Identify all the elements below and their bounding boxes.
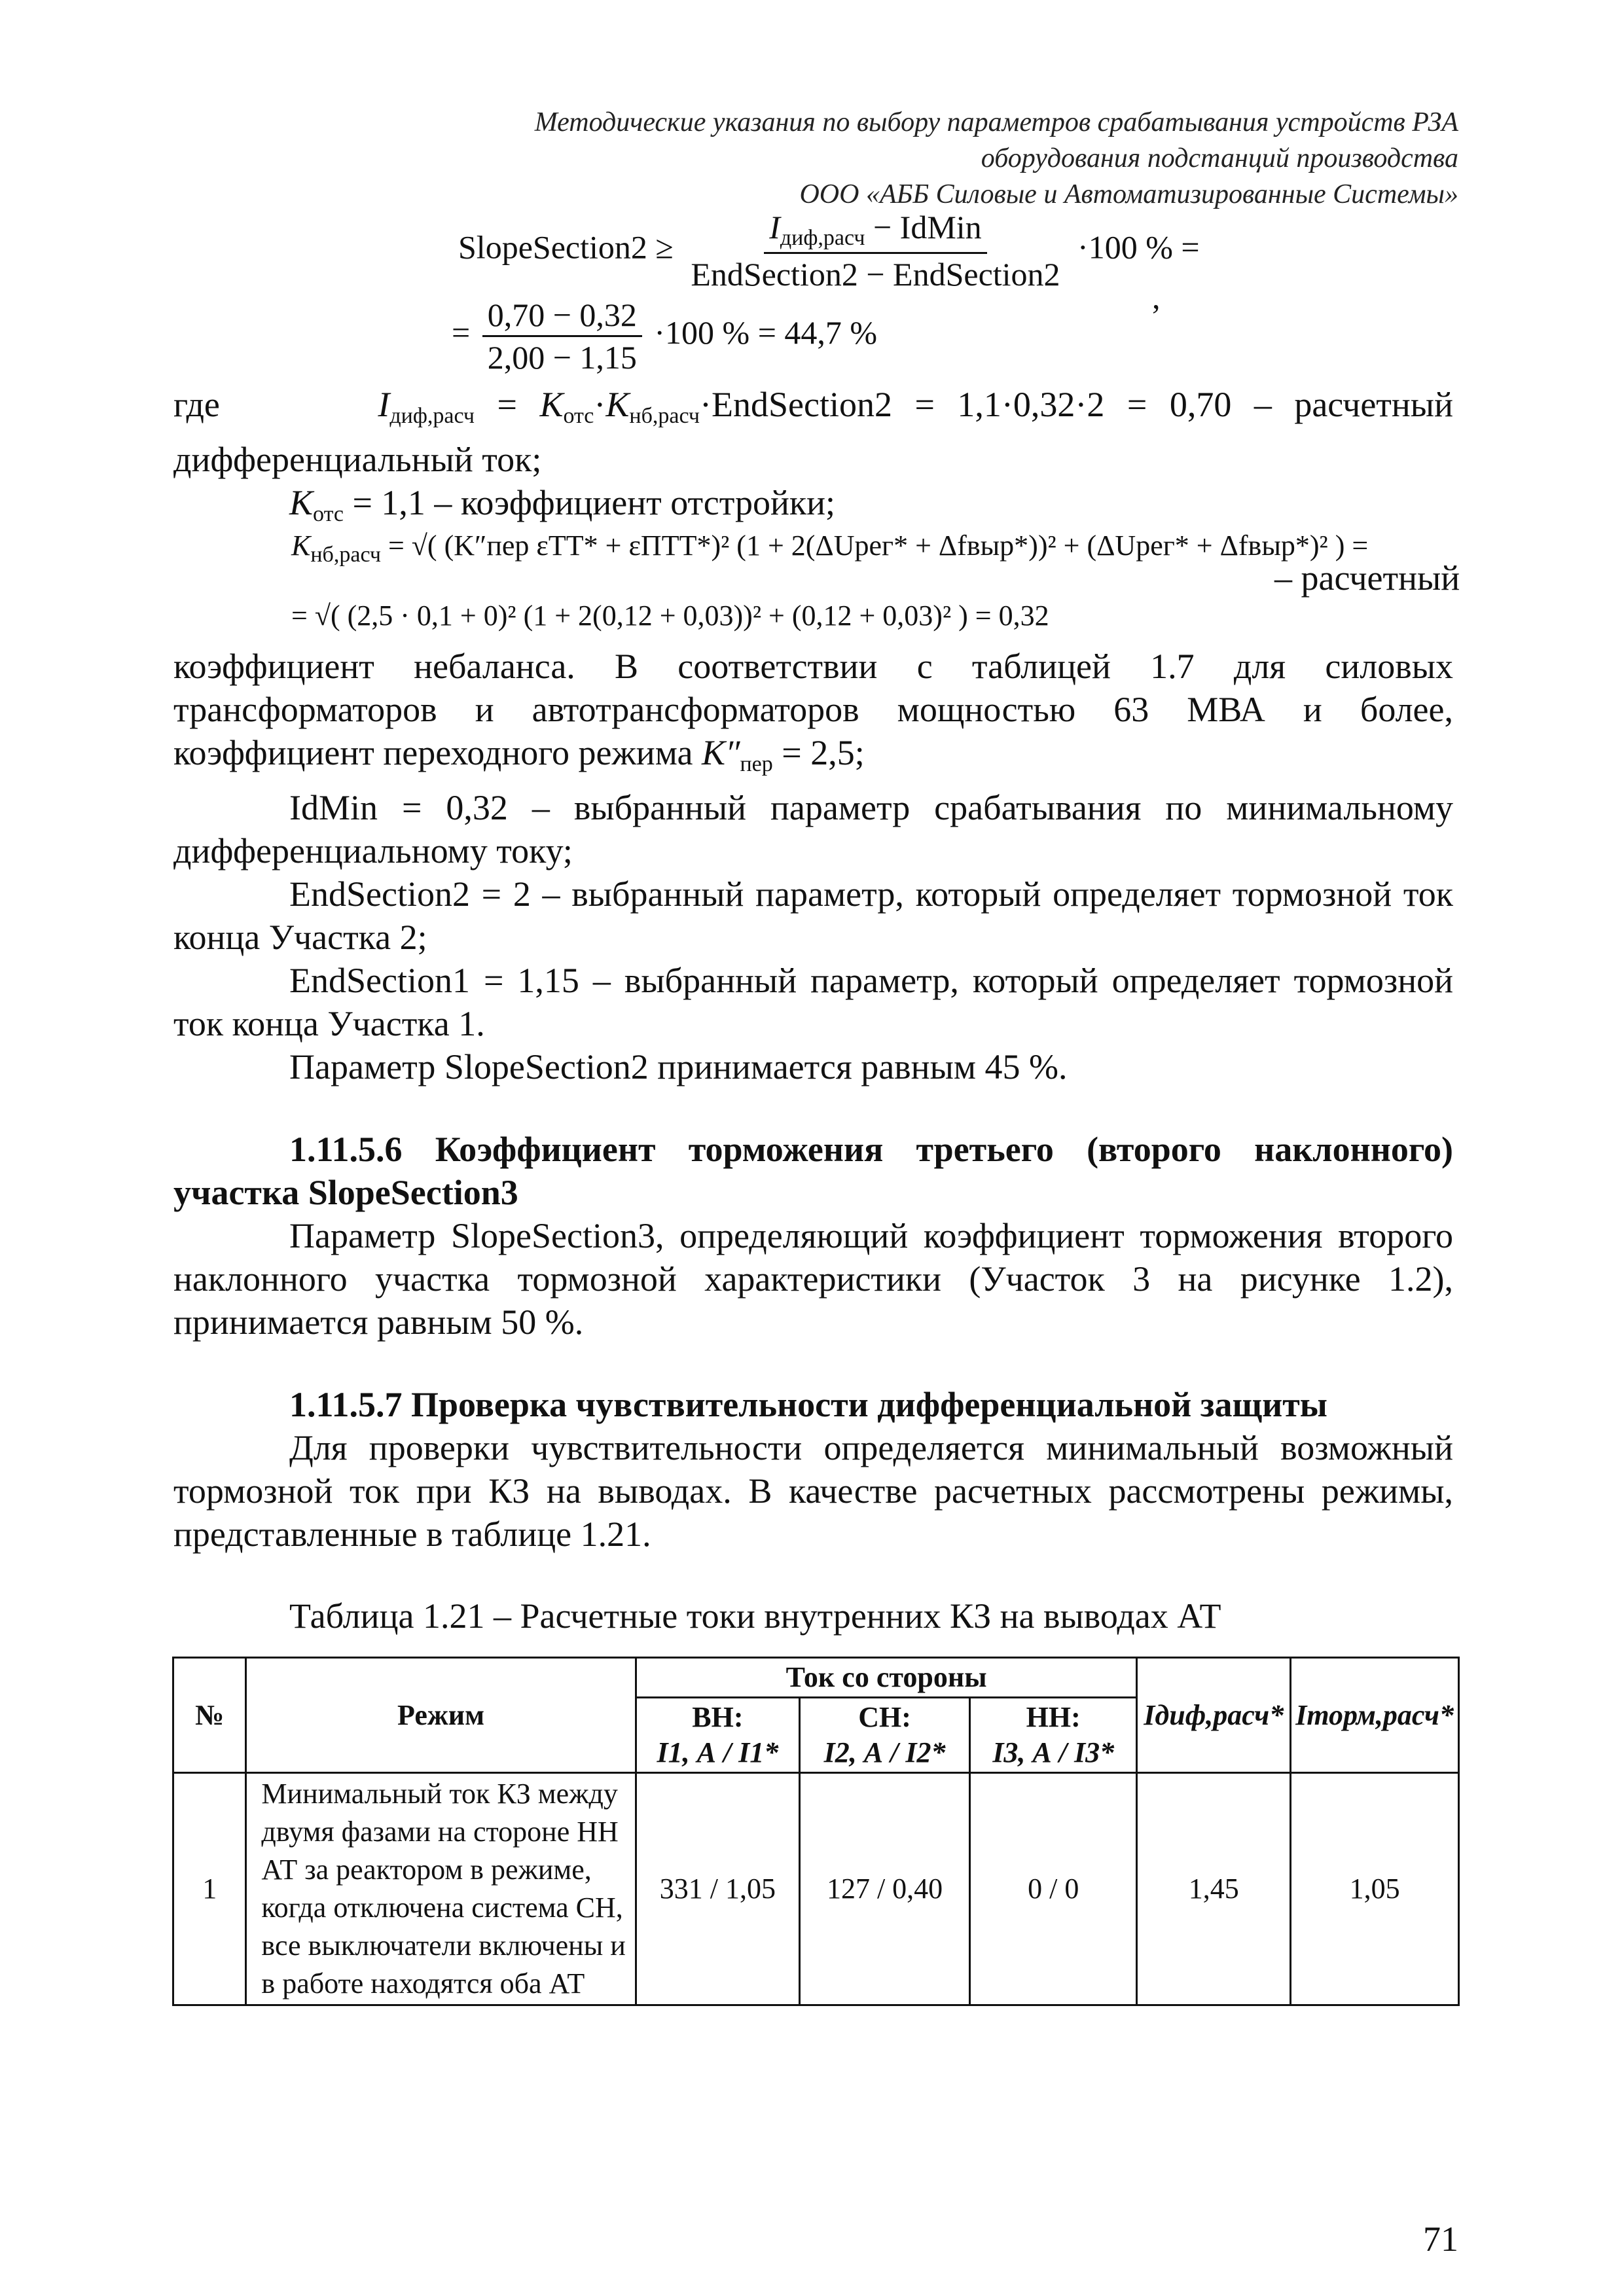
idif-var-2: I [378,385,390,424]
knb-var: K [605,385,630,424]
header-line-3: ООО «АББ Силовые и Автоматизированные Системы» [799,179,1458,209]
kots-sub-2: отс [313,502,344,526]
header-sn-label: СН: [858,1701,911,1733]
header-vn [636,1698,799,1773]
table-row [173,1773,1459,2005]
table-caption: Таблица 1.21 – Расчетные токи внутренних КЗ на выводах АТ [289,1596,1221,1636]
where-idif: где $I_{диф,расч}$ = $K_{отс}\cdot K_{нб,расч}\cdot EndSection2 = 1,1\cdot 0,32\cdot 2 = 0,70$ – расчетный дифференциальный ток; [173,385,1453,479]
kots-var: K [539,385,564,424]
para-endsection1: EndSection1 = 1,15 – выбранный параметр, который определяет тормозной ток конца Участка 1. [173,961,1453,1043]
header-line-1: Методические указания по выбору параметров срабатывания устройств РЗА [534,107,1458,137]
formula-comma: , [1152,279,1161,315]
header-nn-label: НН: [1026,1701,1081,1733]
kper-var: K″ [701,733,740,772]
formula-knb-line1 [291,529,1368,567]
cell-vn: 331 / 1,05 [636,1773,799,2005]
cell-mode: Минимальный ток КЗ между двумя фазами на стороне НН АТ за реактором в режиме, когда отключена система СН, все выключатели включены и в работе находятся оба АТ [246,1773,636,2005]
idif-var: I [769,209,780,245]
header-num: № [173,1658,246,1773]
numerator-rest: − IdMin [865,209,982,245]
header-mode: Режим [246,1658,636,1773]
numeric-fraction [482,296,642,376]
idif-rest: ·EndSection2 = 1,1·0,32·2 = 0,70 – расчетный дифференциальный ток; [173,385,1453,479]
knb-sub: нб,расч [629,404,700,428]
header-nn [970,1698,1137,1773]
formula-slope-numeric [452,296,877,376]
numeric-numerator: 0,70 − 0,32 [482,296,642,337]
header-itorm: Iторм,расч* [1291,1658,1459,1773]
para-kper-text: коэффициент небаланса. В соответствии с таблицей 1.7 для силовых трансформаторов и автотрансформаторов мощностью 63 МВА и более, коэффициент переходного режима [173,647,1453,772]
numeric-result: ·100 % = 44,7 % [654,314,878,351]
kper-sub: пер [740,752,773,776]
kots-var-2: K [289,483,314,522]
running-header [535,105,1458,213]
where-word: где [173,385,220,424]
cell-nn: 0 / 0 [970,1773,1137,2005]
para-sensitivity: Для проверки чувствительности определяется минимальный возможный тормозной ток при КЗ на выводах. В качестве расчетных рассмотрены режимы, представленные в таблице 1.21. [173,1428,1453,1554]
kots-sub: отс [563,404,594,428]
formula-lhs: SlopeSection2 ≥ [458,228,674,266]
kots-rest: = 1,1 – коэффициент отстройки; [343,483,836,522]
para-endsection2: EndSection2 = 2 – выбранный параметр, который определяет тормозной ток конца Участка 2; [173,874,1453,957]
para-kper [173,645,1453,786]
currents-table [172,1657,1460,2006]
knb-lhs-sub: нб,расч [310,543,381,567]
para-slope3: Параметр SlopeSection3, определяющий коэффициент торможения второго наклонного участка тормозной характеристики (Участок 3 на рисунке 1.2), принимается равным 50 %. [173,1216,1453,1342]
header-sn [800,1698,970,1773]
header-nn-unit: I3, А / I3* [992,1736,1115,1768]
header-line-2: оборудования подстанций производства [981,143,1458,173]
para-slope2-result: Параметр SlopeSection2 принимается равным 45 %. [289,1047,1068,1086]
formula-fraction [685,208,1065,293]
where-block [173,383,1453,536]
heading-1-11-5-6: 1.11.5.6 Коэффициент торможения третьего (второго наклонного) участка SlopeSection3 [173,1130,1453,1212]
formula-tail: ·100 % = [1077,228,1200,266]
kper-value: = 2,5; [772,733,865,772]
page-number: 71 [1423,2219,1458,2259]
eq-sign: = [452,314,471,351]
formula-knb-line2: = √( (2,5 · 0,1 + 0)² (1 + 2(0,12 + 0,03))² + (0,12 + 0,03)² ) = 0,32 [291,600,1049,632]
main-text [173,645,1453,1556]
denominator: EndSection2 − EndSection2 [691,256,1060,293]
cell-num: 1 [173,1773,246,2005]
cell-idif: 1,45 [1137,1773,1291,2005]
knb-expression: = √( (K″пер εТТ* + εПТТ*)² (1 + 2(ΔUрег* + Δfвыр*))² + (ΔUрег* + Δfвыр*)² ) = [388,529,1369,562]
header-current-side: Ток со стороны [636,1658,1137,1698]
eq: = [475,385,540,424]
header-vn-label: ВН: [692,1701,744,1733]
header-sn-unit: I2, А / I2* [823,1736,946,1768]
formula-knb-suffix: – расчетный [1274,558,1460,598]
idif-sub-2: диф,расч [389,404,475,428]
para-idmin: IdMin = 0,32 – выбранный параметр срабатывания по минимальному дифференциальному току; [173,788,1453,870]
heading-1-11-5-7: 1.11.5.7 Проверка чувствительности дифференциальной защиты [289,1385,1327,1424]
header-vn-unit: I1, А / I1* [657,1736,779,1768]
numeric-denominator: 2,00 − 1,15 [487,339,637,376]
idif-sub: диф,расч [780,226,865,250]
cell-sn: 127 / 0,40 [800,1773,970,2005]
where-kots [173,481,1453,536]
cell-itorm: 1,05 [1291,1773,1459,2005]
formula-slope-section2 [458,208,1200,293]
header-idif: Iдиф,расч* [1137,1658,1291,1773]
knb-lhs-var: K [291,529,311,562]
